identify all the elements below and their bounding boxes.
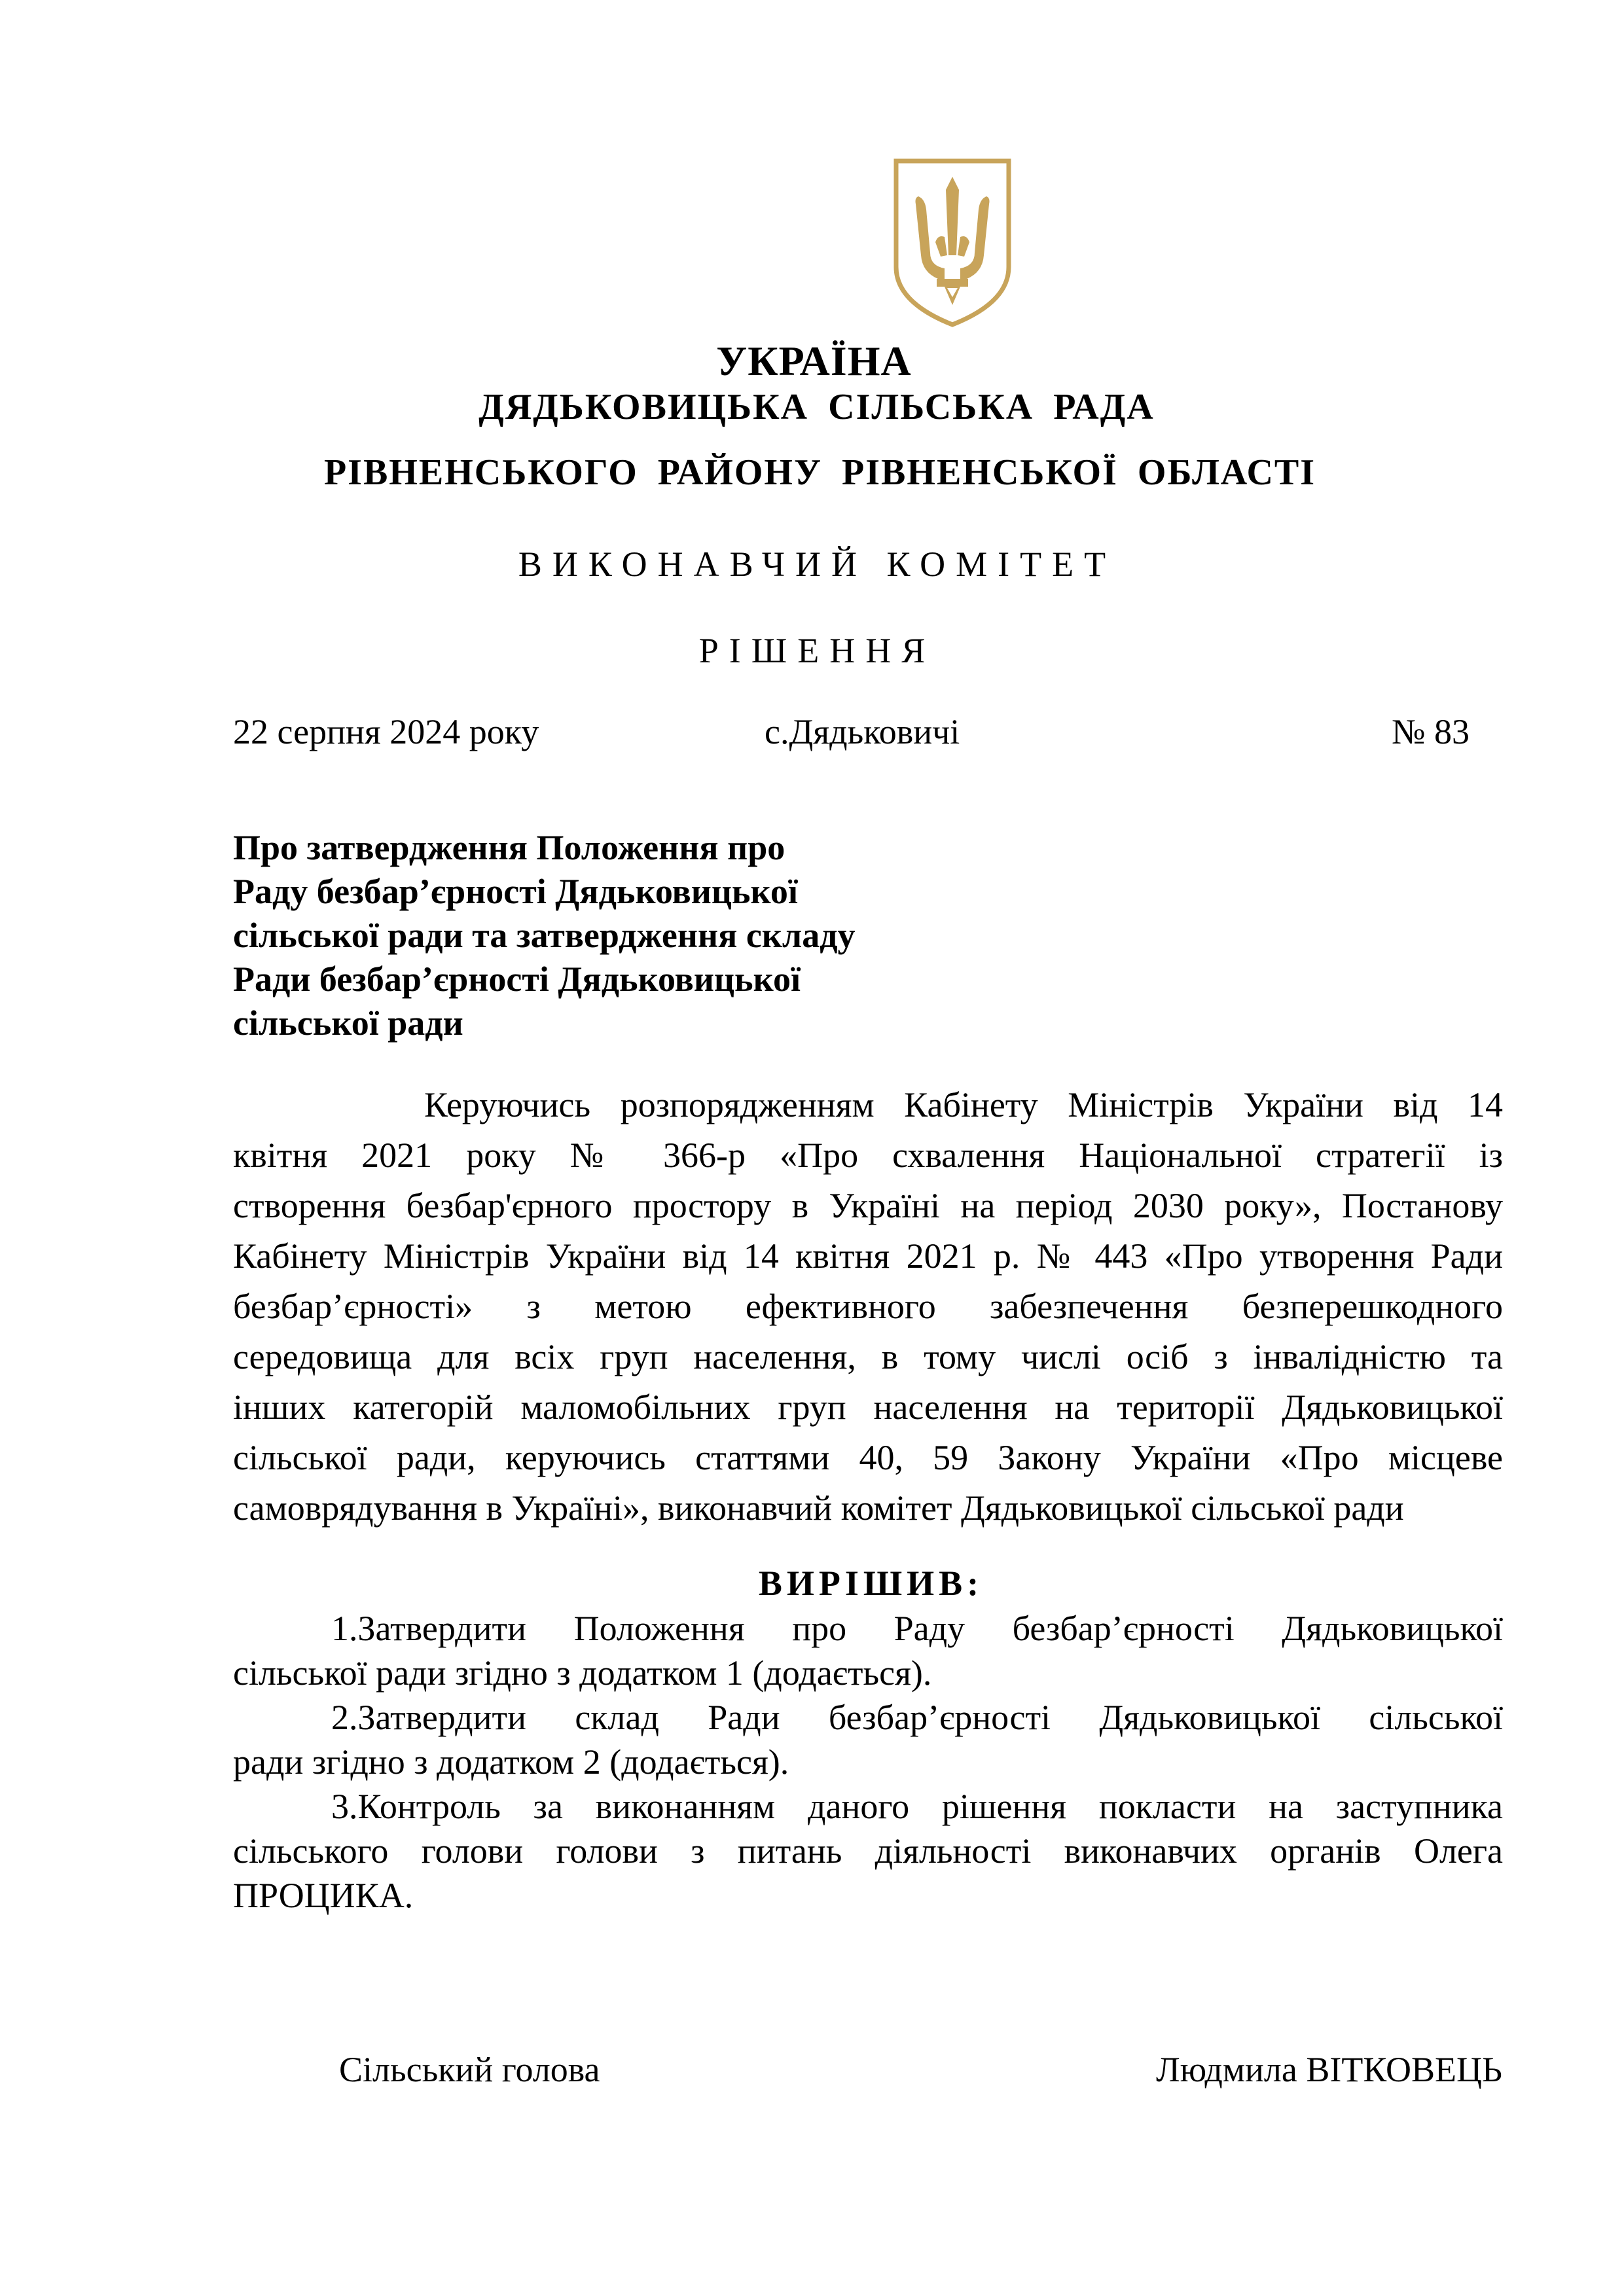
item-2-line: 2.Затвердити склад Ради безбар’єрності Дядьковицької сільської (331, 1698, 1503, 1737)
document-type-heading: РІШЕННЯ (698, 631, 936, 670)
decision-title (233, 826, 986, 1045)
title-line: Ради безбар’єрності Дядьковицької (233, 960, 801, 999)
preamble-line: середовища для всіх груп населення, в тому числі осіб з інвалідністю та (233, 1337, 1503, 1376)
resolution-heading: ВИРІШИВ: (758, 1564, 984, 1603)
item-3-line: 3.Контроль за виконанням даного рішення покласти на заступника (331, 1787, 1503, 1826)
signatory-name: Людмила ВІТКОВЕЦЬ (1156, 2050, 1502, 2089)
council-heading: ДЯДЬКОВИЦЬКА СІЛЬСЬКА РАДА (478, 387, 1155, 427)
region-heading: РІВНЕНСЬКОГО РАЙОНУ РІВНЕНСЬКОЇ ОБЛАСТІ (323, 452, 1316, 493)
trident-coat-of-arms-icon (892, 157, 1013, 329)
decision-place: с.Дядьковичі (765, 712, 960, 751)
item-3-line: сільського голови голови з питань діяльності виконавчих органів Олега (233, 1831, 1503, 1871)
item-2-line: ради згідно з додатком 2 (додається). (233, 1742, 789, 1782)
preamble-paragraph (233, 1080, 1503, 1534)
signatory-position: Сільський голова (339, 2050, 600, 2089)
item-3-line: ПРОЦИКА. (233, 1876, 414, 1915)
title-line: сільської ради та затвердження складу (233, 916, 856, 955)
title-line: Раду безбар’єрності Дядьковицької (233, 872, 798, 911)
title-line: Про затвердження Положення про (233, 828, 785, 867)
preamble-line: безбар’єрності» з метою ефективного забезпечення безперешкодного (233, 1287, 1503, 1326)
committee-heading: ВИКОНАВЧИЙ КОМІТЕТ (518, 545, 1117, 584)
preamble-line: Кабінету Міністрів України від 14 квітня 2021 р. № 443 «Про утворення Ради (233, 1236, 1503, 1276)
preamble-line: самоврядування в Україні», виконавчий комітет Дядьковицької сільської ради (233, 1488, 1404, 1528)
resolution-items (233, 1606, 1503, 1918)
decision-date: 22 серпня 2024 року (233, 712, 539, 751)
preamble-line: сільської ради, керуючись статтями 40, 59 Закону України «Про місцеве (233, 1438, 1503, 1477)
decision-number: № 83 (1391, 712, 1470, 751)
preamble-line: інших категорій маломобільних груп населення на території Дядьковицької (233, 1388, 1503, 1427)
item-1-line: 1.Затвердити Положення про Раду безбар’єрності Дядьковицької (331, 1609, 1503, 1648)
preamble-line: Керуючись розпорядженням Кабінету Міністрів України від 14 (424, 1085, 1503, 1124)
country-heading: УКРАЇНА (716, 338, 912, 384)
preamble-line: квітня 2021 року № 366-р «Про схвалення Національної стратегії із (233, 1136, 1503, 1175)
item-1-line: сільської ради згідно з додатком 1 (додається). (233, 1653, 932, 1693)
preamble-line: створення безбар'єрного простору в Україні на період 2030 року», Постанову (233, 1186, 1503, 1225)
title-line: сільської ради (233, 1003, 463, 1043)
